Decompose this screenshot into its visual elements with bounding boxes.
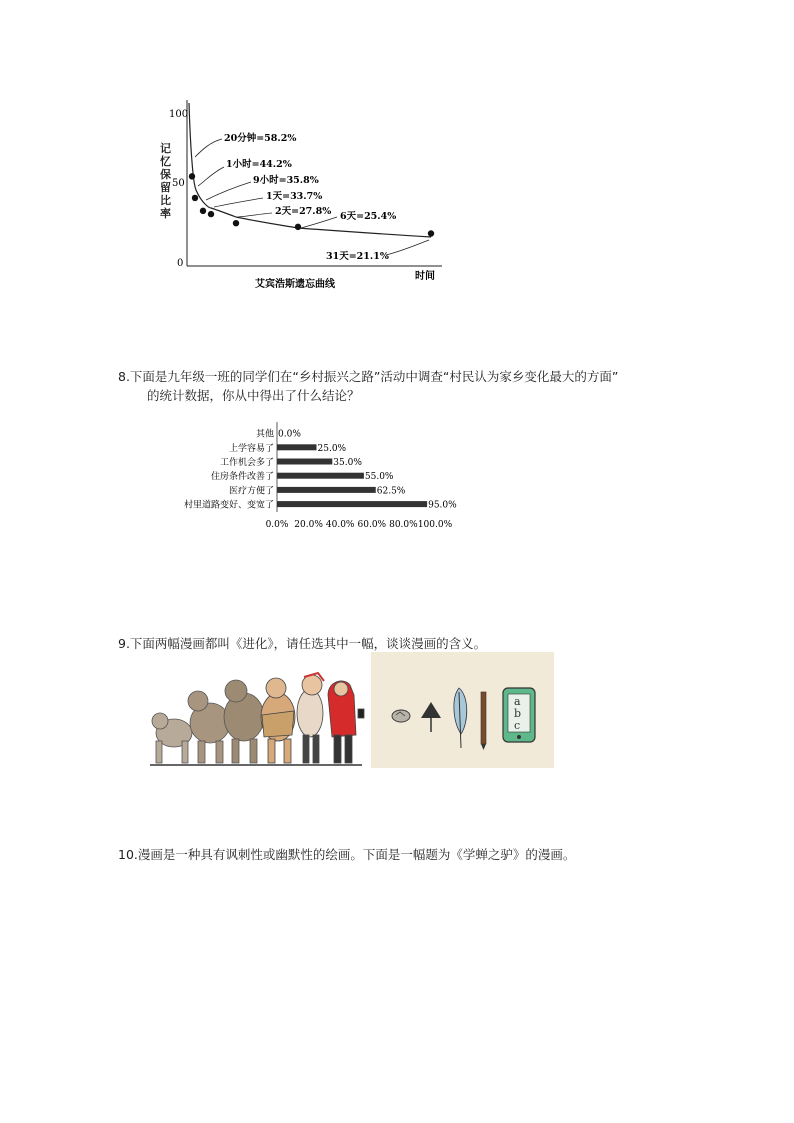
curve-point-5 xyxy=(295,224,301,230)
ape-figure-3 xyxy=(224,680,264,763)
question-10-text: 10.漫画是一种具有讽刺性或幽默性的绘画。下面是一幅题为《学蝉之驴》的漫画。 xyxy=(118,847,576,862)
evolution-comic-right xyxy=(371,652,554,768)
modern-man-figure xyxy=(297,673,324,763)
y-tick-0: 0 xyxy=(177,258,184,269)
label-1h: 1小时=44.2% xyxy=(226,159,292,170)
bar-category-label: 住房条件改善了 xyxy=(210,472,274,483)
bar-category-label: 工作机会多了 xyxy=(219,458,274,468)
curve-point-6 xyxy=(428,230,434,236)
y-tick-50: 50 xyxy=(172,178,185,189)
phone-letter-b: b xyxy=(514,707,522,720)
bar-value-label: 62.5% xyxy=(376,486,406,497)
curve-point-3 xyxy=(208,211,214,217)
bar-category-label: 村里道路变好、变宽了 xyxy=(183,500,274,511)
bar-4 xyxy=(277,487,376,493)
bar-x-tick: 20.0% xyxy=(294,520,323,530)
bar-x-tick: 80.0% xyxy=(389,520,418,530)
curve-labels xyxy=(195,132,429,262)
bar-category-label: 医疗方便了 xyxy=(228,486,274,497)
arrowhead-icon xyxy=(421,702,441,732)
pencil-icon xyxy=(481,692,486,750)
bar-value-label: 95.0% xyxy=(428,500,457,511)
bar-value-label: 25.0% xyxy=(317,443,347,454)
curve-point-2 xyxy=(200,208,206,214)
bar-value-label: 35.0% xyxy=(333,458,362,468)
y-tick-100: 100 xyxy=(169,109,189,120)
evolution-comic-left xyxy=(148,655,366,769)
phone-letter-a: a xyxy=(514,695,521,708)
bar-category-label: 上学容易了 xyxy=(228,443,274,454)
ape-figure-2 xyxy=(188,691,230,763)
label-6d: 6天=25.4% xyxy=(340,211,397,222)
label-31d: 31天=21.1% xyxy=(326,251,389,262)
question-8-line1: 8.下面是九年级一班的同学们在“乡村振兴之路”活动中调查“村民认为家乡变化最大的方面” xyxy=(118,369,619,384)
chart-title: 艾宾浩斯遗忘曲线 xyxy=(255,279,335,290)
hooded-phone-figure xyxy=(328,681,364,763)
bar-x-tick: 40.0% xyxy=(325,520,355,530)
curve-point-0 xyxy=(189,173,195,179)
bar-3 xyxy=(277,473,364,479)
phone-letter-c: c xyxy=(514,719,521,732)
question-8-line2: 的统计数据，你从中得出了什么结论？ xyxy=(147,388,360,403)
y-axis-label: 记忆保留比率 xyxy=(160,142,171,220)
label-2d: 2天=27.8% xyxy=(275,206,332,217)
smartphone-icon xyxy=(503,688,535,742)
bar-5 xyxy=(277,501,427,507)
question-9-text: 9.下面两幅漫画都叫《进化》，请任选其中一幅，谈谈漫画的含义。 xyxy=(118,636,487,651)
ape-figure-1 xyxy=(152,713,192,763)
bar-1 xyxy=(277,444,317,450)
label-1d: 1天=33.7% xyxy=(266,191,323,202)
curve-point-4 xyxy=(233,220,239,226)
caveman-figure xyxy=(261,678,295,763)
forgetting-curve-chart xyxy=(150,95,450,295)
x-axis-label: 时间 xyxy=(415,271,435,282)
bar-x-tick: 60.0% xyxy=(357,520,387,530)
curve-point-1 xyxy=(192,195,198,201)
bar-category-label: 其他 xyxy=(255,429,274,440)
feather-quill-icon xyxy=(454,688,467,748)
bar-x-tick: 100.0% xyxy=(417,520,453,530)
label-9h: 9小时=35.8% xyxy=(253,175,319,186)
stone-icon xyxy=(392,710,410,722)
label-20min: 20分钟=58.2% xyxy=(224,133,297,144)
bar-2 xyxy=(277,459,332,465)
bar-value-label: 55.0% xyxy=(364,472,394,483)
bar-x-tick: 0.0% xyxy=(265,520,289,530)
bar-value-label: 0.0% xyxy=(278,429,301,440)
village-change-bar-chart xyxy=(150,420,480,535)
